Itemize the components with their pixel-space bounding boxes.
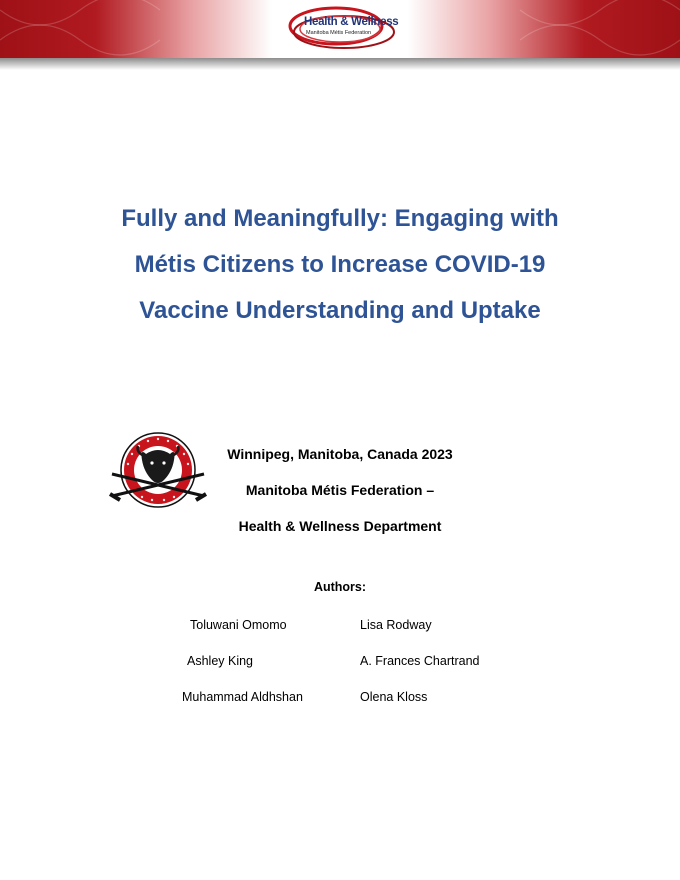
department-name: Health & Wellness Department [238, 518, 442, 534]
logo-title: Health & Wellness [304, 16, 399, 28]
title-line-1: Fully and Meaningfully: Engaging with [121, 205, 559, 232]
location-year: Winnipeg, Manitoba, Canada 2023 [227, 446, 453, 462]
author-name: Toluwani Omomo [190, 618, 287, 632]
logo-subtitle: Manitoba Métis Federation [306, 30, 372, 36]
author-name: Olena Kloss [360, 690, 428, 704]
document-info [200, 436, 480, 544]
title-line-3: Vaccine Understanding and Uptake [139, 297, 541, 324]
author-name: Muhammad Aldhshan [182, 690, 303, 704]
author-name: A. Frances Chartrand [360, 654, 480, 668]
authors-heading: Authors: [313, 580, 367, 594]
title-line-2: Métis Citizens to Increase COVID-19 [134, 251, 546, 278]
author-name: Ashley King [187, 654, 254, 668]
mmf-seal-logo [106, 430, 210, 514]
document-title [40, 196, 640, 334]
organization-name: Manitoba Métis Federation – [245, 482, 435, 498]
header-banner [0, 0, 680, 58]
health-wellness-logo [286, 2, 398, 54]
author-name: Lisa Rodway [360, 618, 432, 632]
banner-shadow [0, 58, 680, 70]
